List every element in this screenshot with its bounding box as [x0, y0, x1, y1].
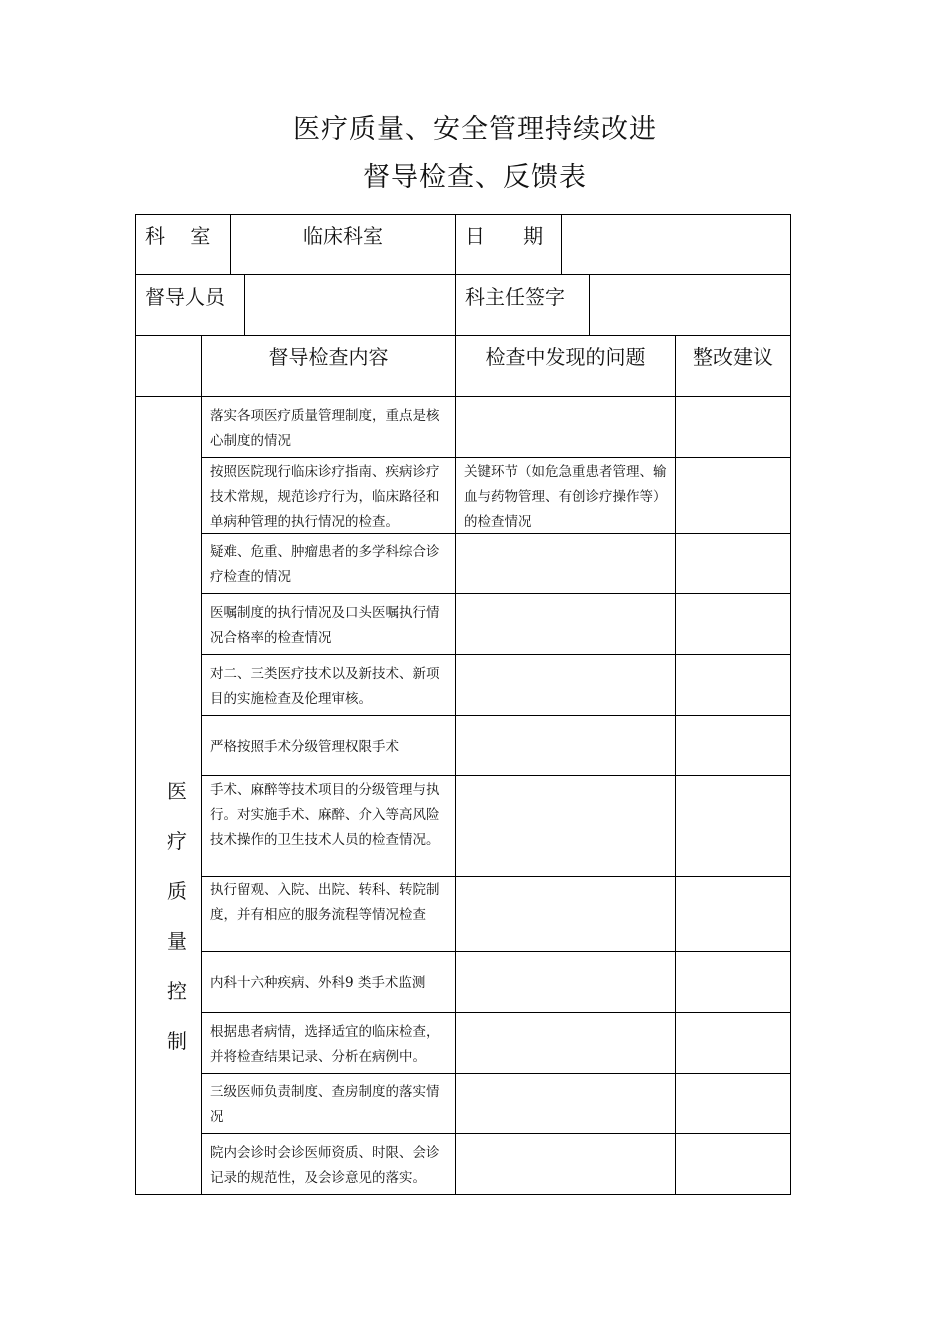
check-item-content: 疑难、危重、肿瘤患者的多学科综合诊疗检查的情况 — [210, 544, 440, 585]
column-header-content: 督导检查内容 — [268, 345, 389, 369]
dept-value[interactable]: 临床科室 — [303, 224, 383, 248]
check-item-content: 三级医师负责制度、查房制度的落实情况 — [210, 1084, 440, 1125]
check-item-content: 手术、麻醉等技术项目的分级管理与执行。对实施手术、麻醉、介入等高风险技术操作的卫生技术人员的检查情况。 — [210, 782, 440, 848]
check-item-content: 对二、三类医疗技术以及新技术、新项目的实施检查及伦理审核。 — [210, 666, 440, 707]
check-item-content: 内科十六种疾病、外科9 类手术监测 — [210, 975, 426, 991]
side-category-char: 制 — [167, 1029, 187, 1053]
check-item-content: 执行留观、入院、出院、转科、转院制度，并有相应的服务流程等情况检查 — [210, 882, 440, 923]
check-item-content: 按照医院现行临床诊疗指南、疾病诊疗技术常规，规范诊疗行为，临床路径和单病种管理的执行情况的检查。 — [210, 464, 440, 530]
check-item-content: 根据患者病情，选择适宜的临床检查，并将检查结果记录、分析在病例中。 — [210, 1024, 440, 1065]
side-category-char: 疗 — [167, 829, 187, 853]
check-item-content: 落实各项医疗质量管理制度，重点是核心制度的情况 — [210, 408, 440, 449]
director-signature-label: 科主任签字 — [465, 285, 565, 309]
check-item-content: 严格按照手术分级管理权限手术 — [210, 739, 399, 755]
date-label: 日 期 — [465, 224, 544, 248]
side-category-char: 质 — [167, 879, 187, 903]
supervisor-label: 督导人员 — [145, 285, 225, 309]
check-item-content: 医嘱制度的执行情况及口头医嘱执行情况合格率的检查情况 — [210, 605, 440, 646]
side-category-char: 量 — [167, 929, 187, 953]
form-title-line-2: 督导检查、反馈表 — [363, 162, 587, 193]
column-header-issues: 检查中发现的问题 — [485, 345, 646, 369]
check-item-content: 院内会诊时会诊医师资质、时限、会诊记录的规范性，及会诊意见的落实。 — [210, 1145, 440, 1186]
side-category-char: 医 — [167, 779, 187, 803]
column-header-suggestions: 整改建议 — [693, 345, 773, 369]
side-category-char: 控 — [167, 979, 187, 1003]
check-item-issues[interactable]: 关键环节（如危急重患者管理、输血与药物管理、有创诊疗操作等）的检查情况 — [464, 464, 667, 530]
form-title-line-1: 医疗质量、安全管理持续改进 — [293, 114, 657, 145]
dept-label: 科 室 — [145, 224, 211, 248]
